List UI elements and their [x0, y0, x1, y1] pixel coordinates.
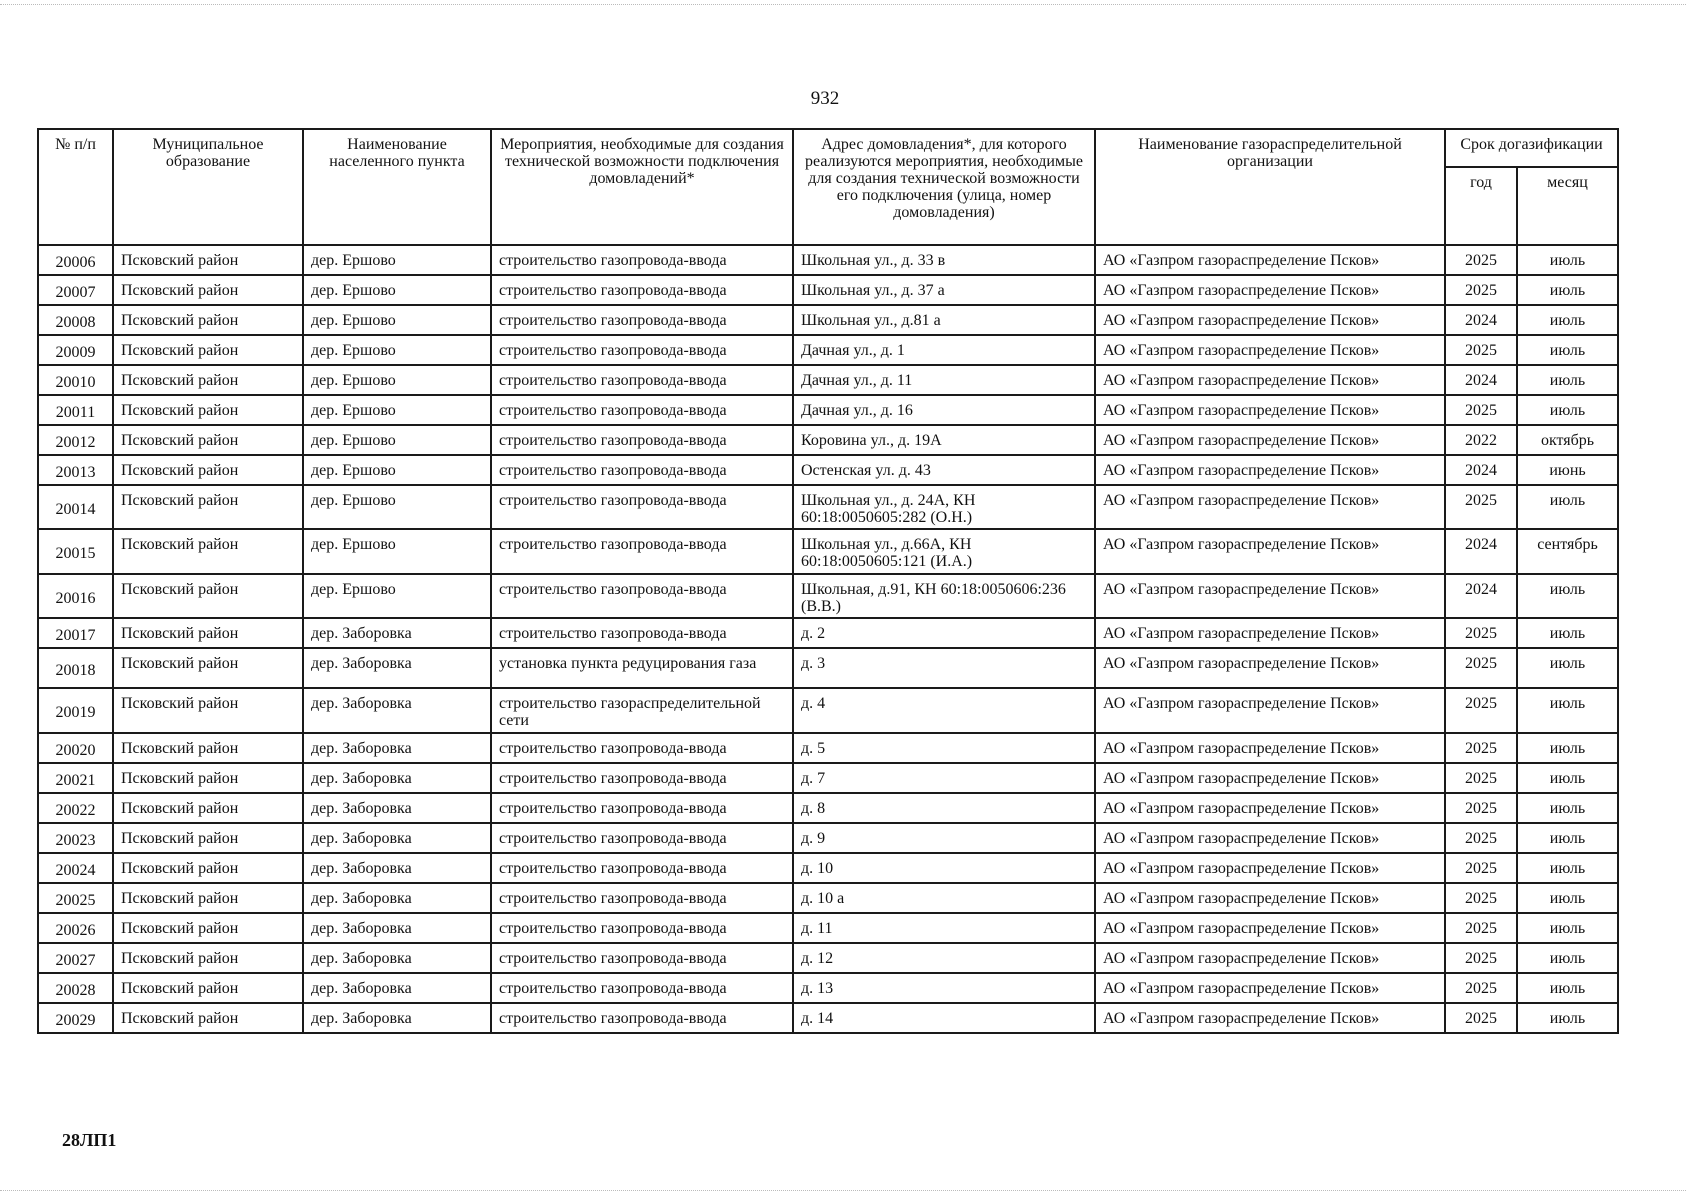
table-row	[38, 913, 1618, 943]
cell-year: 2025	[1445, 395, 1517, 425]
cell-num: 20009	[38, 335, 113, 365]
cell-settlement: дер. Ершово	[303, 529, 491, 574]
cell-municipality: Псковский район	[113, 395, 303, 425]
cell-address: д. 13	[793, 973, 1095, 1003]
header-settlement: Наименование населенного пункта	[303, 129, 491, 245]
cell-settlement: дер. Ершово	[303, 395, 491, 425]
cell-organization: АО «Газпром газораспределение Псков»	[1095, 245, 1445, 275]
cell-month: июль	[1517, 1003, 1618, 1033]
cell-address: Дачная ул., д. 16	[793, 395, 1095, 425]
cell-year: 2025	[1445, 973, 1517, 1003]
header-activity: Мероприятия, необходимые для создания технической возможности подключения домовладений*	[491, 129, 793, 245]
cell-month: июль	[1517, 395, 1618, 425]
table-row	[38, 275, 1618, 305]
cell-settlement: дер. Ершово	[303, 455, 491, 485]
cell-organization: АО «Газпром газораспределение Псков»	[1095, 395, 1445, 425]
cell-num: 20013	[38, 455, 113, 485]
cell-organization: АО «Газпром газораспределение Псков»	[1095, 853, 1445, 883]
table-row	[38, 733, 1618, 763]
cell-activity: строительство газопровода-ввода	[491, 1003, 793, 1033]
cell-organization: АО «Газпром газораспределение Псков»	[1095, 793, 1445, 823]
cell-settlement: дер. Заборовка	[303, 763, 491, 793]
cell-address: д. 11	[793, 913, 1095, 943]
cell-settlement: дер. Заборовка	[303, 883, 491, 913]
cell-year: 2025	[1445, 733, 1517, 763]
cell-activity: строительство газопровода-ввода	[491, 973, 793, 1003]
cell-month: июль	[1517, 574, 1618, 618]
cell-municipality: Псковский район	[113, 973, 303, 1003]
cell-organization: АО «Газпром газораспределение Псков»	[1095, 883, 1445, 913]
cell-municipality: Псковский район	[113, 574, 303, 618]
table-row	[38, 973, 1618, 1003]
cell-settlement: дер. Ершово	[303, 275, 491, 305]
header-municipality: Муниципальное образование	[113, 129, 303, 245]
cell-activity: строительство газопровода-ввода	[491, 425, 793, 455]
cell-activity: строительство газопровода-ввода	[491, 455, 793, 485]
header-month: месяц	[1517, 167, 1618, 245]
scan-edge-top	[0, 4, 1686, 5]
cell-activity: строительство газопровода-ввода	[491, 335, 793, 365]
cell-activity: строительство газопровода-ввода	[491, 305, 793, 335]
cell-num: 20025	[38, 883, 113, 913]
cell-year: 2024	[1445, 455, 1517, 485]
cell-municipality: Псковский район	[113, 529, 303, 574]
cell-municipality: Псковский район	[113, 853, 303, 883]
cell-month: июль	[1517, 733, 1618, 763]
table-row	[38, 763, 1618, 793]
cell-activity: строительство газопровода-ввода	[491, 574, 793, 618]
cell-year: 2025	[1445, 853, 1517, 883]
cell-municipality: Псковский район	[113, 943, 303, 973]
cell-municipality: Псковский район	[113, 335, 303, 365]
cell-address: Школьная ул., д. 33 в	[793, 245, 1095, 275]
cell-address: д. 8	[793, 793, 1095, 823]
cell-month: июль	[1517, 365, 1618, 395]
table-row	[38, 574, 1618, 618]
cell-municipality: Псковский район	[113, 733, 303, 763]
cell-municipality: Псковский район	[113, 365, 303, 395]
cell-organization: АО «Газпром газораспределение Псков»	[1095, 365, 1445, 395]
table-row	[38, 425, 1618, 455]
cell-num: 20024	[38, 853, 113, 883]
scan-edge-bottom	[0, 1190, 1686, 1191]
cell-activity: строительство газопровода-ввода	[491, 823, 793, 853]
cell-activity: строительство газопровода-ввода	[491, 793, 793, 823]
cell-month: июль	[1517, 688, 1618, 733]
cell-organization: АО «Газпром газораспределение Псков»	[1095, 335, 1445, 365]
cell-activity: строительство газопровода-ввода	[491, 275, 793, 305]
cell-num: 20027	[38, 943, 113, 973]
cell-municipality: Псковский район	[113, 485, 303, 529]
cell-organization: АО «Газпром газораспределение Псков»	[1095, 485, 1445, 529]
cell-activity: строительство газопровода-ввода	[491, 853, 793, 883]
header-year: год	[1445, 167, 1517, 245]
cell-activity: строительство газопровода-ввода	[491, 763, 793, 793]
cell-municipality: Псковский район	[113, 763, 303, 793]
cell-num: 20014	[38, 485, 113, 529]
cell-settlement: дер. Заборовка	[303, 1003, 491, 1033]
cell-month: июль	[1517, 618, 1618, 648]
cell-activity: строительство газопровода-ввода	[491, 365, 793, 395]
cell-organization: АО «Газпром газораспределение Псков»	[1095, 648, 1445, 688]
cell-num: 20018	[38, 648, 113, 688]
table-row	[38, 823, 1618, 853]
cell-activity: строительство газопровода-ввода	[491, 485, 793, 529]
cell-municipality: Псковский район	[113, 455, 303, 485]
table-row	[38, 943, 1618, 973]
cell-address: д. 12	[793, 943, 1095, 973]
cell-num: 20021	[38, 763, 113, 793]
table-row	[38, 793, 1618, 823]
cell-municipality: Псковский район	[113, 618, 303, 648]
cell-address: Дачная ул., д. 1	[793, 335, 1095, 365]
cell-num: 20016	[38, 574, 113, 618]
cell-municipality: Псковский район	[113, 1003, 303, 1033]
cell-organization: АО «Газпром газораспределение Псков»	[1095, 275, 1445, 305]
cell-month: июль	[1517, 823, 1618, 853]
cell-organization: АО «Газпром газораспределение Псков»	[1095, 1003, 1445, 1033]
footer-code: 28ЛП1	[62, 1130, 117, 1150]
cell-address: д. 9	[793, 823, 1095, 853]
cell-year: 2025	[1445, 793, 1517, 823]
cell-num: 20015	[38, 529, 113, 574]
table-header	[38, 129, 1618, 245]
cell-month: июль	[1517, 648, 1618, 688]
cell-address: Школьная ул., д.66А, КН 60:18:0050605:121 (И.А.)	[793, 529, 1095, 574]
cell-settlement: дер. Заборовка	[303, 648, 491, 688]
cell-settlement: дер. Ершово	[303, 365, 491, 395]
cell-settlement: дер. Ершово	[303, 485, 491, 529]
cell-settlement: дер. Заборовка	[303, 733, 491, 763]
table-row	[38, 335, 1618, 365]
cell-month: июль	[1517, 245, 1618, 275]
cell-month: июль	[1517, 793, 1618, 823]
cell-num: 20029	[38, 1003, 113, 1033]
gasification-table	[37, 128, 1619, 1034]
cell-year: 2025	[1445, 275, 1517, 305]
cell-year: 2024	[1445, 529, 1517, 574]
cell-num: 20011	[38, 395, 113, 425]
cell-month: июль	[1517, 913, 1618, 943]
cell-settlement: дер. Заборовка	[303, 913, 491, 943]
cell-month: июль	[1517, 883, 1618, 913]
cell-organization: АО «Газпром газораспределение Псков»	[1095, 763, 1445, 793]
cell-settlement: дер. Заборовка	[303, 688, 491, 733]
cell-organization: АО «Газпром газораспределение Псков»	[1095, 305, 1445, 335]
cell-num: 20010	[38, 365, 113, 395]
cell-year: 2025	[1445, 648, 1517, 688]
table-row	[38, 688, 1618, 733]
cell-settlement: дер. Ершово	[303, 574, 491, 618]
cell-year: 2025	[1445, 883, 1517, 913]
table-row	[38, 395, 1618, 425]
cell-activity: строительство газопровода-ввода	[491, 395, 793, 425]
cell-organization: АО «Газпром газораспределение Псков»	[1095, 529, 1445, 574]
cell-num: 20026	[38, 913, 113, 943]
cell-year: 2025	[1445, 688, 1517, 733]
cell-municipality: Псковский район	[113, 425, 303, 455]
cell-municipality: Псковский район	[113, 305, 303, 335]
cell-activity: строительство газопровода-ввода	[491, 618, 793, 648]
cell-year: 2025	[1445, 245, 1517, 275]
table-row	[38, 365, 1618, 395]
cell-municipality: Псковский район	[113, 883, 303, 913]
cell-municipality: Псковский район	[113, 245, 303, 275]
table-row	[38, 648, 1618, 688]
cell-activity: строительство газопровода-ввода	[491, 245, 793, 275]
cell-municipality: Псковский район	[113, 688, 303, 733]
cell-organization: АО «Газпром газораспределение Псков»	[1095, 455, 1445, 485]
cell-year: 2025	[1445, 913, 1517, 943]
cell-month: июль	[1517, 275, 1618, 305]
cell-num: 20022	[38, 793, 113, 823]
cell-year: 2022	[1445, 425, 1517, 455]
header-address: Адрес домовладения*, для которого реализуются мероприятия, необходимые для создания технической возможности его подключения (улица, номер домовладения)	[793, 129, 1095, 245]
table-row	[38, 485, 1618, 529]
cell-organization: АО «Газпром газораспределение Псков»	[1095, 733, 1445, 763]
table-body	[38, 245, 1618, 1033]
cell-settlement: дер. Ершово	[303, 335, 491, 365]
cell-address: д. 10	[793, 853, 1095, 883]
cell-address: д. 3	[793, 648, 1095, 688]
cell-settlement: дер. Заборовка	[303, 823, 491, 853]
table-row	[38, 529, 1618, 574]
cell-settlement: дер. Заборовка	[303, 973, 491, 1003]
cell-settlement: дер. Заборовка	[303, 943, 491, 973]
cell-address: Коровина ул., д. 19А	[793, 425, 1095, 455]
cell-year: 2024	[1445, 365, 1517, 395]
cell-year: 2025	[1445, 618, 1517, 648]
cell-num: 20023	[38, 823, 113, 853]
cell-year: 2024	[1445, 305, 1517, 335]
cell-organization: АО «Газпром газораспределение Псков»	[1095, 823, 1445, 853]
cell-year: 2025	[1445, 763, 1517, 793]
cell-month: июль	[1517, 943, 1618, 973]
cell-settlement: дер. Ершово	[303, 425, 491, 455]
cell-address: д. 7	[793, 763, 1095, 793]
cell-settlement: дер. Ершово	[303, 245, 491, 275]
cell-municipality: Псковский район	[113, 913, 303, 943]
cell-year: 2025	[1445, 943, 1517, 973]
cell-municipality: Псковский район	[113, 275, 303, 305]
cell-activity: строительство газопровода-ввода	[491, 733, 793, 763]
cell-organization: АО «Газпром газораспределение Псков»	[1095, 574, 1445, 618]
cell-month: октябрь	[1517, 425, 1618, 455]
table-row	[38, 1003, 1618, 1033]
cell-settlement: дер. Ершово	[303, 305, 491, 335]
cell-activity: строительство газопровода-ввода	[491, 529, 793, 574]
cell-activity: строительство газопровода-ввода	[491, 913, 793, 943]
cell-year: 2024	[1445, 574, 1517, 618]
cell-address: Дачная ул., д. 11	[793, 365, 1095, 395]
header-organization: Наименование газораспределительной организации	[1095, 129, 1445, 245]
cell-address: Школьная ул., д. 37 а	[793, 275, 1095, 305]
cell-address: Остенская ул. д. 43	[793, 455, 1095, 485]
cell-month: июль	[1517, 973, 1618, 1003]
cell-num: 20012	[38, 425, 113, 455]
cell-municipality: Псковский район	[113, 793, 303, 823]
cell-municipality: Псковский район	[113, 648, 303, 688]
cell-activity: строительство газораспределительной сети	[491, 688, 793, 733]
cell-year: 2025	[1445, 335, 1517, 365]
table-row	[38, 618, 1618, 648]
cell-organization: АО «Газпром газораспределение Псков»	[1095, 618, 1445, 648]
cell-organization: АО «Газпром газораспределение Псков»	[1095, 943, 1445, 973]
cell-settlement: дер. Заборовка	[303, 853, 491, 883]
cell-activity: установка пункта редуцирования газа	[491, 648, 793, 688]
cell-address: д. 2	[793, 618, 1095, 648]
cell-address: д. 10 а	[793, 883, 1095, 913]
cell-month: июль	[1517, 485, 1618, 529]
table-row	[38, 305, 1618, 335]
cell-organization: АО «Газпром газораспределение Псков»	[1095, 425, 1445, 455]
cell-municipality: Псковский район	[113, 823, 303, 853]
cell-settlement: дер. Заборовка	[303, 793, 491, 823]
cell-address: Школьная, д.91, КН 60:18:0050606:236 (В.В.)	[793, 574, 1095, 618]
cell-month: июль	[1517, 305, 1618, 335]
header-num: № п/п	[38, 129, 113, 245]
cell-month: июль	[1517, 763, 1618, 793]
table-row	[38, 853, 1618, 883]
cell-month: сентябрь	[1517, 529, 1618, 574]
cell-month: июнь	[1517, 455, 1618, 485]
cell-month: июль	[1517, 853, 1618, 883]
cell-year: 2025	[1445, 1003, 1517, 1033]
cell-address: д. 14	[793, 1003, 1095, 1033]
cell-address: д. 4	[793, 688, 1095, 733]
cell-num: 20017	[38, 618, 113, 648]
cell-year: 2025	[1445, 485, 1517, 529]
cell-settlement: дер. Заборовка	[303, 618, 491, 648]
cell-num: 20008	[38, 305, 113, 335]
cell-num: 20020	[38, 733, 113, 763]
cell-address: Школьная ул., д.81 а	[793, 305, 1095, 335]
cell-address: Школьная ул., д. 24А, КН 60:18:0050605:282 (О.Н.)	[793, 485, 1095, 529]
table-row	[38, 245, 1618, 275]
header-term: Срок догазификации	[1445, 129, 1618, 167]
cell-num: 20019	[38, 688, 113, 733]
table-row	[38, 455, 1618, 485]
table-row	[38, 883, 1618, 913]
cell-num: 20007	[38, 275, 113, 305]
cell-address: д. 5	[793, 733, 1095, 763]
cell-organization: АО «Газпром газораспределение Псков»	[1095, 973, 1445, 1003]
cell-activity: строительство газопровода-ввода	[491, 943, 793, 973]
page-number: 932	[810, 88, 840, 109]
cell-month: июль	[1517, 335, 1618, 365]
cell-activity: строительство газопровода-ввода	[491, 883, 793, 913]
cell-year: 2025	[1445, 823, 1517, 853]
cell-num: 20006	[38, 245, 113, 275]
cell-num: 20028	[38, 973, 113, 1003]
cell-organization: АО «Газпром газораспределение Псков»	[1095, 688, 1445, 733]
cell-organization: АО «Газпром газораспределение Псков»	[1095, 913, 1445, 943]
